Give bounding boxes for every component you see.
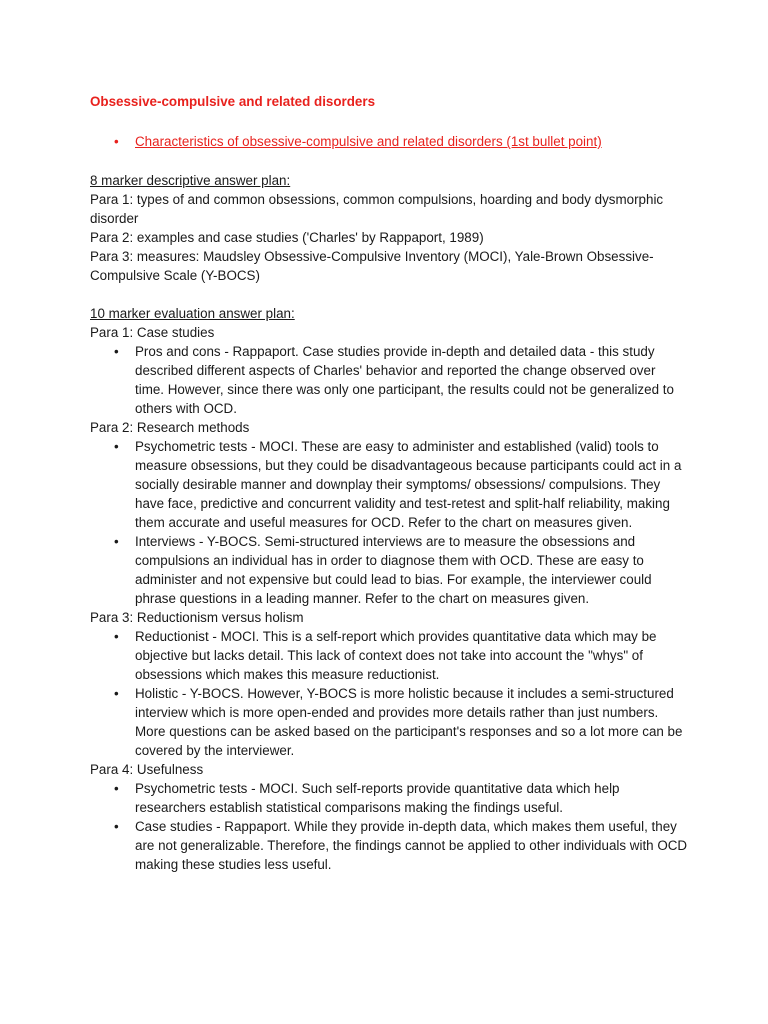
bullet-icon: •: [114, 629, 119, 644]
bullet-icon: •: [114, 686, 119, 701]
bullet-icon: •: [114, 819, 119, 834]
evaluation-para-label: Para 4: Usefulness: [90, 762, 204, 777]
evaluation-bullet-list: [90, 342, 688, 418]
evaluation-para-label: Para 2: Research methods: [90, 420, 250, 435]
topic-bullet: [90, 132, 688, 151]
descriptive-para-2: Para 2: examples and case studies ('Charles' by Rappaport, 1989): [90, 230, 484, 245]
list-item-text: Psychometric tests - MOCI. Such self-reports provide quantitative data which help researchers establish statistical comparisons making the findings useful.: [135, 781, 620, 815]
list-item: [90, 779, 688, 817]
list-item-text: Holistic - Y-BOCS. However, Y-BOCS is more holistic because it includes a semi-structured interview which is more open-ended and provides more details rather than just numbers. More questions can be asked based on the participant's responses and so a lot more can be covered by the interviewer.: [135, 686, 683, 758]
descriptive-plan-heading: 8 marker descriptive answer plan:: [90, 173, 291, 188]
bullet-icon: •: [114, 534, 119, 549]
evaluation-plan-section: [90, 304, 688, 874]
evaluation-para-label: Para 3: Reductionism versus holism: [90, 610, 304, 625]
section-gap: [90, 285, 688, 304]
evaluation-para-label: Para 1: Case studies: [90, 325, 215, 340]
list-item: [90, 342, 688, 418]
list-item: [90, 532, 688, 608]
list-item: [90, 817, 688, 874]
descriptive-plan-section: [90, 171, 688, 285]
list-item-text: Pros and cons - Rappaport. Case studies provide in-depth and detailed data - this study described different aspects of Charles' behavior and reported the change observed over time. However, since there was only one participant, the results could not be generalized to others with OCD.: [135, 344, 674, 416]
list-item: [90, 684, 688, 760]
evaluation-bullet-list: [90, 627, 688, 760]
bullet-icon: •: [114, 134, 119, 149]
page-title: Obsessive-compulsive and related disorders: [90, 94, 376, 109]
list-item-text: Interviews - Y-BOCS. Semi-structured interviews are to measure the obsessions and compulsions an individual has in order to diagnose them with OCD. These are easy to administer and not expensive but could lead to bias. For example, the interviewer could phrase questions in a leading manner. Refer to the chart on measures given.: [135, 534, 652, 606]
descriptive-para-1: Para 1: types of and common obsessions, common compulsions, hoarding and body dysmorphic disorder: [90, 192, 664, 226]
descriptive-para-3: Para 3: measures: Maudsley Obsessive-Compulsive Inventory (MOCI), Yale-Brown Obsessive-Compulsive Scale (Y-BOCS): [90, 249, 654, 283]
list-item: [90, 627, 688, 684]
bullet-icon: •: [114, 439, 119, 454]
topic-bullet-text: Characteristics of obsessive-compulsive and related disorders (1st bullet point): [135, 134, 602, 149]
evaluation-bullet-list: [90, 779, 688, 874]
evaluation-plan-heading: 10 marker evaluation answer plan:: [90, 306, 295, 321]
bullet-icon: •: [114, 781, 119, 796]
list-item-text: Case studies - Rappaport. While they provide in-depth data, which makes them useful, they are not generalizable. Therefore, the findings cannot be applied to other individuals with OCD making these studies less useful.: [135, 819, 688, 872]
list-item-text: Reductionist - MOCI. This is a self-report which provides quantitative data which may be objective but lacks detail. This lack of context does not take into account the "whys" of obsessions which makes this measure reductionist.: [135, 629, 657, 682]
evaluation-bullet-list: [90, 437, 688, 608]
list-item: [90, 437, 688, 532]
bullet-icon: •: [114, 344, 119, 359]
list-item-text: Psychometric tests - MOCI. These are easy to administer and established (valid) tools to measure obsessions, but they could be disadvantageous because participants could act in a socially desirable manner and downplay their symptoms/ obsessions/ compulsions. They have face, predictive and concurrent validity and test-retest and split-half reliability, making them accurate and useful measures for OCD. Refer to the chart on measures given.: [135, 439, 682, 530]
